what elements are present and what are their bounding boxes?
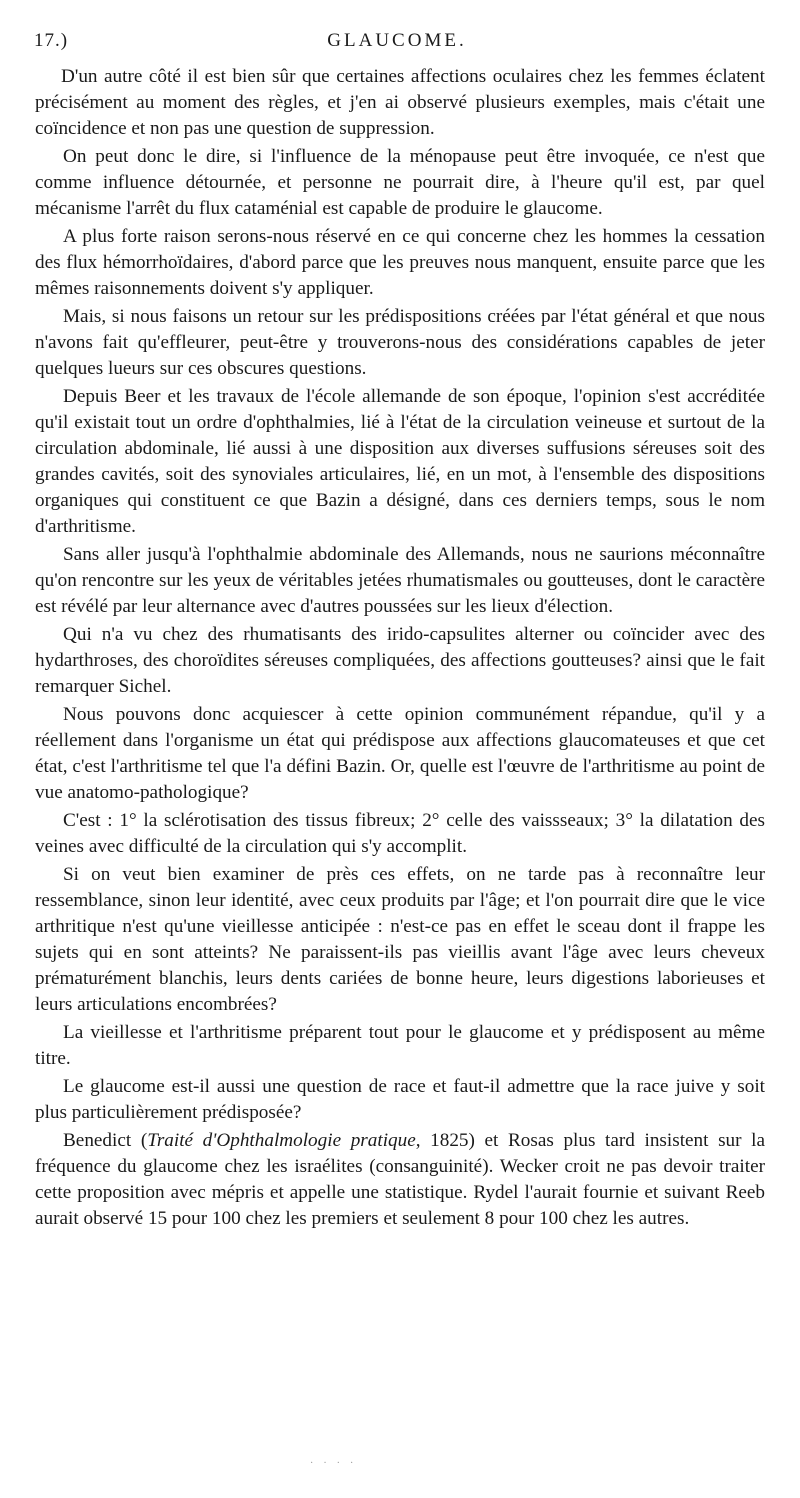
paragraph: On peut donc le dire, si l'influence de la ménopause peut être invoquée, ce n'est que comme influence détournée, et personne ne pourrait dire, à l'heure qu'il est, par quel mécanisme l'arrêt du flux cataménial est capable de produire le glaucome. — [35, 146, 765, 219]
paragraph: La vieillesse et l'arthritisme préparent tout pour le glaucome et y prédisposent au même titre. — [35, 1022, 765, 1069]
print-mark: ···· — [310, 1458, 364, 1469]
text-run: Benedict ( — [63, 1130, 148, 1151]
paragraph: Depuis Beer et les travaux de l'école allemande de son époque, l'opinion s'est accréditée qu'il existait tout un ordre d'ophthalmies, lié à l'état de la circulation veineuse et surtout de la circulation abdominale, lié aussi à une disposition aux diverses suffusions séreuses soit des grandes cavités, soit des synoviales articulaires, lié, en un mot, à l'ensemble des dispositions organiques qui constituent ce que Bazin a désigné, dans ces derniers temps, sous le nom d'arthritisme. — [35, 386, 765, 537]
body-text — [35, 64, 765, 1234]
paragraph: Sans aller jusqu'à l'ophthalmie abdominale des Allemands, nous ne saurions méconnaître qu'on rencontre sur les yeux de véritables jetées rhumatismales ou goutteuses, dont le caractère est révélé par leur alternance avec d'autres poussées sur les lieux d'élection. — [35, 544, 765, 617]
paragraph: Qui n'a vu chez des rhumatisants des irido-capsulites alterner ou coïncider avec des hydarthroses, des choroïdites séreuses compliquées, des affections goutteuses? ainsi que le fait remarquer Sichel. — [35, 624, 765, 697]
page-header — [34, 30, 760, 56]
page-number: 17.) — [34, 30, 69, 51]
paragraph: D'un autre côté il est bien sûr que certaines affections oculaires chez les femmes éclatent précisément au moment des règles, et j'en ai observé plusieurs exemples, mais c'était une coïncidence et non pas une question de suppression. — [35, 66, 765, 139]
paragraph: Le glaucome est-il aussi une question de race et faut-il admettre que la race juive y soit plus particulièrement prédisposée? — [35, 1076, 765, 1123]
book-title: Traité d'Ophthalmologie pratique — [147, 1130, 416, 1151]
paragraph: C'est : 1° la sclérotisation des tissus fibreux; 2° celle des vaissseaux; 3° la dilatation des veines avec difficulté de la circulation qui s'y accomplit. — [35, 810, 765, 857]
text-run: , 1825) et Rosas plus tard insistent sur la fréquence du glaucome chez les israélites (consanguinité). Wecker croit ne pas devoir traiter cette proposition avec mépris et appelle une statistique. Rydel l'aurait fournie et suivant Reeb aurait observé 15 pour 100 chez les premiers et seulement 8 pour 100 chez les autres. — [35, 1130, 766, 1229]
paragraph-last — [35, 1128, 765, 1232]
paragraph: A plus forte raison serons-nous réservé en ce qui concerne chez les hommes la cessation des flux hémorrhoïdaires, d'abord parce que les preuves nous manquent, ensuite parce que les mêmes raisonnements doivent s'y appliquer. — [35, 226, 765, 299]
paragraph: Si on veut bien examiner de près ces effets, on ne tarde pas à reconnaître leur ressemblance, sinon leur identité, avec ceux produits par l'âge; et l'on pourrait dire que le vice arthritique n'est qu'une vieillesse anticipée : n'est-ce pas en effet le sceau dont il frappe les sujets qui en sont atteints? Ne paraissent-ils pas vieillis avant l'âge avec leurs cheveux prématurément blanchis, leurs dents cariées de bonne heure, leurs digestions laborieuses et leurs articulations encombrées? — [35, 864, 765, 1015]
paragraph: Nous pouvons donc acquiescer à cette opinion communément répandue, qu'il y a réellement dans l'organisme un état qui prédispose aux affections glaucomateuses et que cet état, c'est l'arthritisme tel que l'a défini Bazin. Or, quelle est l'œuvre de l'arthritisme au point de vue anatomo-pathologique? — [35, 704, 765, 803]
running-head: GLAUCOME. — [327, 30, 467, 51]
paragraph: Mais, si nous faisons un retour sur les prédispositions créées par l'état général et que nous n'avons fait qu'effleurer, peut-être y trouverons-nous des considérations capables de jeter quelques lueurs sur ces obscures questions. — [35, 306, 765, 379]
